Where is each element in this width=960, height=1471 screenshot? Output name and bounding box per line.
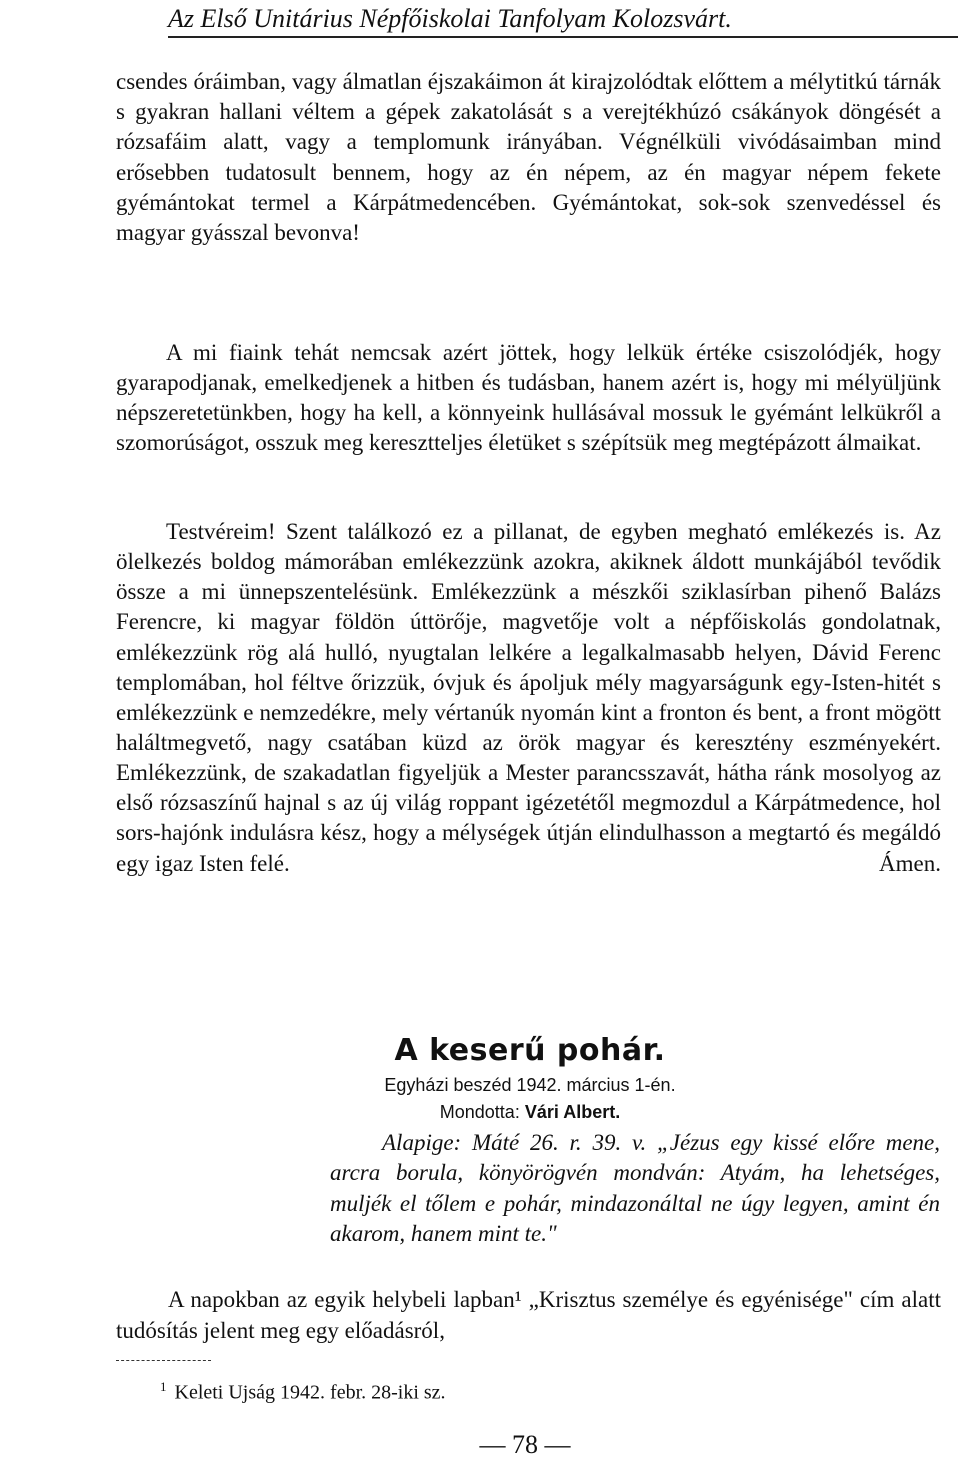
author-name: Vári Albert. <box>524 1102 621 1122</box>
footnote-rule <box>116 1360 211 1361</box>
sermon-title: A keserű pohár. <box>394 1033 666 1068</box>
paragraph-3 <box>116 517 941 879</box>
paragraph-3-text: Testvéreim! Szent találkozó ez a pillanat, de egyben megható emlékezés is. Az ölelkezés boldog mámorában emlékezzünk azokra, akiknek áldott munkájából tevődik össze a mi ünnepszentelésünk. Emlékezzünk a mészkői sziklasírban pihenő Balázs Ferencre, ki magyar földön úttörője, magvetője volt a népfőiskolás gondolatnak, emlékezzünk rög alá hulló, nyugtalan lelkére a legalkalmasabb helyen, Dávid Ferenc templomában, hol féltve őrizzük, óvjuk és ápoljuk mély magyarságunk egy-Isten-hitét s emlékezzünk e nemzedékre, mely vértanúk nyomán kint a fronton és bent, a front mögött haláltmegvető, nagy csatában küzd az örök magyar és keresztény eszményekért. Emlékezzünk, de szakadatlan figyeljük a Mester parancsszavát, hátha ránk mosolyog az első rózsaszínű hajnal s az új világ roppant igézetétől megmozdul a Kárpátmedence, hol sors-hajónk indulásra kész, hogy a mélységek útján elindulhasson a megtartó és megáldó egy igaz Isten felé. <box>116 519 941 876</box>
scripture-motto: Alapige: Máté 26. r. 39. v. „Jézus egy kissé előre mene, arcra borula, könyörögvén mondván: Atyám, ha lehetséges, muljék el tőlem e pohár, mindazonáltal ne úgy legyen, amint én akarom, hanem mint te." <box>330 1130 940 1246</box>
closing-amen: Ámen. <box>879 850 941 876</box>
author-label: Mondotta: <box>439 1102 520 1122</box>
header-rule <box>168 36 958 38</box>
author-line <box>0 1100 960 1124</box>
sermon-subtitle: Egyházi beszéd 1942. március 1-én. <box>384 1075 676 1095</box>
footnote-text: Keleti Ujság 1942. febr. 28-iki sz. <box>174 1381 446 1404</box>
footnote <box>160 1374 446 1406</box>
paragraph-1: csendes óráimban, vagy álmatlan éjszakáimon át kirajzolódtak előttem a mélytitkú tárnák s gyakran hallani véltem a gépek zakatolását s a verejtékhúzó csákányok döngését a rózsafáim alatt, vagy a templomunk irányában. Végnélküli vivódásaimban mind erősebben tudatosult bennem, hogy az én népem, az én magyar népem fekete gyémántokat termel a Kárpátmedencében. Gyémántokat, sok-sok szenvedéssel és magyar gyásszal bevonva! <box>116 69 941 246</box>
running-head: Az Első Unitárius Népfőiskolai Tanfolyam Kolozsvárt. <box>168 4 732 33</box>
paragraph-4: A napokban az egyik helybeli lapban¹ „Krisztus személye és egyénisége" cím alatt tudósítás jelent meg egy előadásról, <box>116 1287 941 1343</box>
page-number: — 78 — <box>479 1430 571 1459</box>
paragraph-2: A mi fiaink tehát nemcsak azért jöttek, hogy lelkük értéke csiszolódjék, hogy gyarapodjanak, emelkedjenek a hitben és tudásban, hanem azért is, hogy mi mélyüljünk népszeretetünkben, hogy ha kell, a könnyeink hullásával mossuk le gyémánt lelkükről a szomorúságot, osszuk meg keresztteljes életüket s szépítsük meg megtépázott álmaikat. <box>116 340 941 456</box>
footnote-marker: 1 <box>160 1379 167 1394</box>
